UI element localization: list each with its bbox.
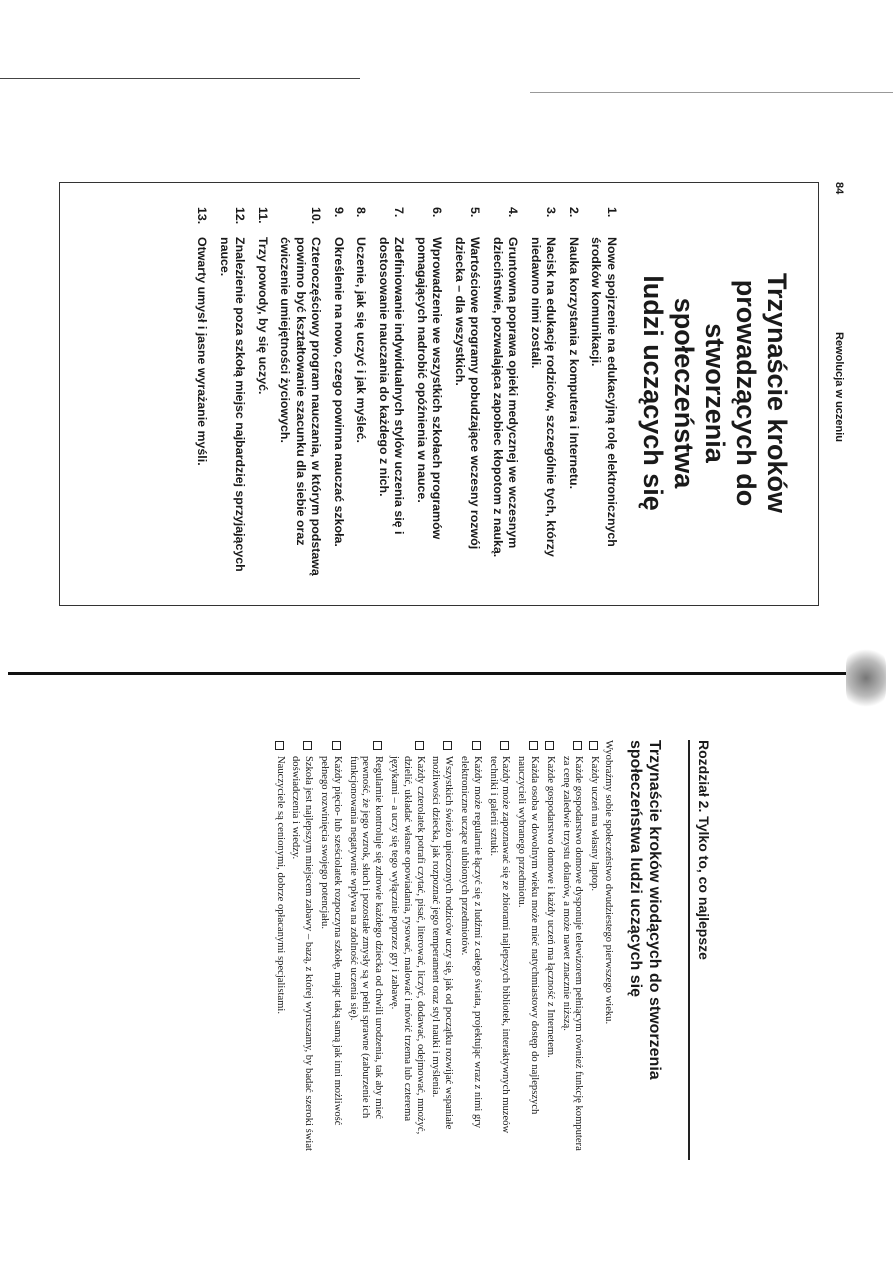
vision-list <box>273 740 600 1160</box>
checkbox-bullet-icon <box>373 741 382 750</box>
vision-item <box>514 740 540 1160</box>
vision-item <box>317 740 343 1160</box>
vision-item <box>387 740 425 1160</box>
checkbox-bullet-icon <box>573 741 582 750</box>
step-item <box>194 207 210 579</box>
step-text: Czteroczęściowy program nauczania, w którym podstawą powinno być kształtowanie szacunku dla siebie oraz ćwiczenie umiejętności życiowych. <box>278 237 324 576</box>
step-item <box>452 207 483 579</box>
running-title: Rewolucja w uczeniu <box>833 332 845 443</box>
step-text: Gruntowna poprawa opieki medycznej we wczesnym dzieciństwie, pozwalająca zapobiec kłopotom z nauką. <box>491 237 521 558</box>
step-text: Uczenie, jak się uczyć i jak myśleć. <box>354 237 369 443</box>
step-text: Nacisk na edukację rodziców, szczególnie tych, którzy niedawno nimi zostali. <box>529 237 559 557</box>
upper-page <box>65 182 845 612</box>
vision-text: Każde gospodarstwo domowe dysponuje telewizorem pełniącym również funkcję komputera za cenę zaledwie trzystu dolarów, a może nawet znacznie niższą. <box>560 756 585 1151</box>
step-text: Znalezienie poza szkołą miejsc najbardziej sprzyjających nauce. <box>218 237 248 572</box>
checkbox-bullet-icon <box>589 741 598 750</box>
step-number: 13. <box>195 207 210 225</box>
vision-text: Wszystkich świeżo upieczonych rodziców uczy się, jak od początku rozwijać wspaniałe możliwości dziecka, jak rozpoznać jego temperament oraz styl nauki i myślenia. <box>430 756 455 1130</box>
step-number: 1. <box>605 207 619 218</box>
vision-text: Każdy może regularnie łączyć się z ludźmi z całego świata, projektując wraz z nimi gry elektroniczne uczące ulubionych przedmiotów. <box>459 756 483 1129</box>
step-text: Wartościowe programy pobudzające wczesny rozwój dziecka – dla wszystkich. <box>453 237 483 550</box>
step-number: 3. <box>544 207 559 218</box>
step-item <box>331 207 347 579</box>
checkbox-bullet-icon <box>443 741 452 750</box>
step-item <box>490 207 521 579</box>
step-number: 2. <box>567 207 581 218</box>
checkbox-bullet-icon <box>275 741 284 750</box>
vision-text: Każda osoba w dowolnym wieku może mieć natychmiastowy dostęp do najlepszych nauczycieli wybranego przedmiotu. <box>516 756 541 1115</box>
step-number: 7. <box>392 207 407 218</box>
step-item <box>255 207 271 579</box>
steps-list <box>194 207 619 579</box>
checkbox-bullet-icon <box>303 741 312 750</box>
box-title-line: prowadzących do stworzenia <box>700 279 761 507</box>
box-title-line: ludzi uczących się <box>638 275 668 511</box>
vision-item <box>289 740 315 1160</box>
vision-item <box>457 740 483 1160</box>
lower-page <box>12 740 712 1160</box>
box-title-line: społeczeństwa <box>669 297 699 489</box>
checkbox-bullet-icon <box>472 741 481 750</box>
box-title-line: Trzynaście kroków <box>762 272 792 514</box>
step-item <box>588 207 619 579</box>
step-text: Trzy powody, by się uczyć. <box>256 237 270 395</box>
step-number: 11. <box>256 207 270 224</box>
vision-text: Szkoła jest najlepszym miejscem zabawy – bazą, z której wyruszamy, by badać szeroki świat doświadczenia i wiedzy. <box>290 756 315 1151</box>
vision-text: Każdy pięcio- lub sześciolatek rozpoczyna szkołę, mając taką samą jak inni możliwość pełnego rozwinięcia swojego potencjału. <box>319 756 343 1126</box>
checkbox-bullet-icon <box>332 741 341 750</box>
step-item <box>414 207 445 579</box>
step-item <box>277 207 324 579</box>
step-text: Zdefiniowanie indywidualnych stylów uczenia się i dostosowanie nauczania do każdego z nich. <box>377 237 407 535</box>
vision-item <box>543 740 556 1160</box>
step-number: 10. <box>309 207 324 225</box>
running-header <box>823 182 845 612</box>
vision-item <box>559 740 585 1160</box>
step-text: Nauka korzystania z komputera i Internetu. <box>567 237 581 490</box>
step-number: 4. <box>506 207 521 218</box>
vision-text: Każdy może zapoznawać się ze zbiorami najlepszych bibliotek, interaktywnych muzeów techniki i galerii sztuki. <box>487 756 512 1134</box>
page-number: 84 <box>833 182 845 195</box>
checkbox-bullet-icon <box>529 741 538 750</box>
vision-text: Nauczyciele są cenionymi, dobrze opłacanymi specjalistami. <box>274 756 286 1014</box>
step-number: 9. <box>332 207 346 218</box>
step-item <box>566 207 582 579</box>
section-title-line: społeczeństwa ludzi uczących się <box>627 740 644 997</box>
intro-paragraph: Wyobraźmy sobie społeczeństwo dwudziestego pierwszego wieku. <box>603 740 614 1025</box>
step-item <box>376 207 407 579</box>
step-item <box>353 207 369 579</box>
step-number: 6. <box>430 207 445 218</box>
step-text: Określenie na nowo, czego powinna nauczać szkoła. <box>332 237 346 547</box>
vision-item <box>429 740 455 1160</box>
vision-item <box>587 740 600 1160</box>
step-number: 5. <box>468 207 483 218</box>
vision-item <box>486 740 512 1160</box>
scan-edge-line <box>530 92 893 93</box>
scan-edge-line <box>0 78 360 79</box>
vision-item <box>346 740 384 1160</box>
vision-text: Każdy czterolatek potrafi czytać, pisać, literować, liczyć, dodawać, odejmować, mnożyć, dzielić, układać własne opowiadania, rysować, malować i mówić trzema lub czterema językami – a uczy się tego wyłącznie poprzez gry i zabawę. <box>389 756 426 1135</box>
vision-text: Regularnie kontroluje się zdrowie każdego dziecka od chwili urodzenia, tak aby mieć pewność, że jego wzrok, słuch i pozostałe zmysły są w pełni sprawne (zaburzenie ich funkcjonowania negatywnie wpływa na zdolność uczenia się). <box>347 756 385 1119</box>
step-number: 12. <box>233 207 248 225</box>
step-text: Nowe spojrzenie na edukacyjną rolę elektronicznych środków komunikacji. <box>589 237 619 547</box>
box-title <box>637 207 792 579</box>
step-item <box>528 207 559 579</box>
vision-item <box>273 740 286 1160</box>
section-title-line: Trzynaście kroków wiodących do stworzenia <box>646 740 663 1080</box>
step-item <box>217 207 248 579</box>
checkbox-bullet-icon <box>415 741 424 750</box>
chapter-heading: Rozdział 2. Tylko to, co najlepsze <box>688 740 712 1160</box>
vision-text: Każdy uczeń ma własny laptop. <box>589 756 601 892</box>
steps-box <box>59 182 819 606</box>
binding-shadow <box>846 648 886 708</box>
step-text: Wprowadzenie we wszystkich szkołach programów pomagających nadrobić opóźnienia w nauce. <box>415 237 445 540</box>
page-divider <box>8 672 853 675</box>
step-number: 8. <box>354 207 369 218</box>
section-title <box>626 740 664 1160</box>
checkbox-bullet-icon <box>545 741 554 750</box>
vision-text: Każde gospodarstwo domowe i każdy uczeń ma łączność z Internetem. <box>544 756 556 1058</box>
checkbox-bullet-icon <box>500 741 509 750</box>
step-text: Otwarty umysł i jasne wyrażanie myśli. <box>195 237 210 466</box>
